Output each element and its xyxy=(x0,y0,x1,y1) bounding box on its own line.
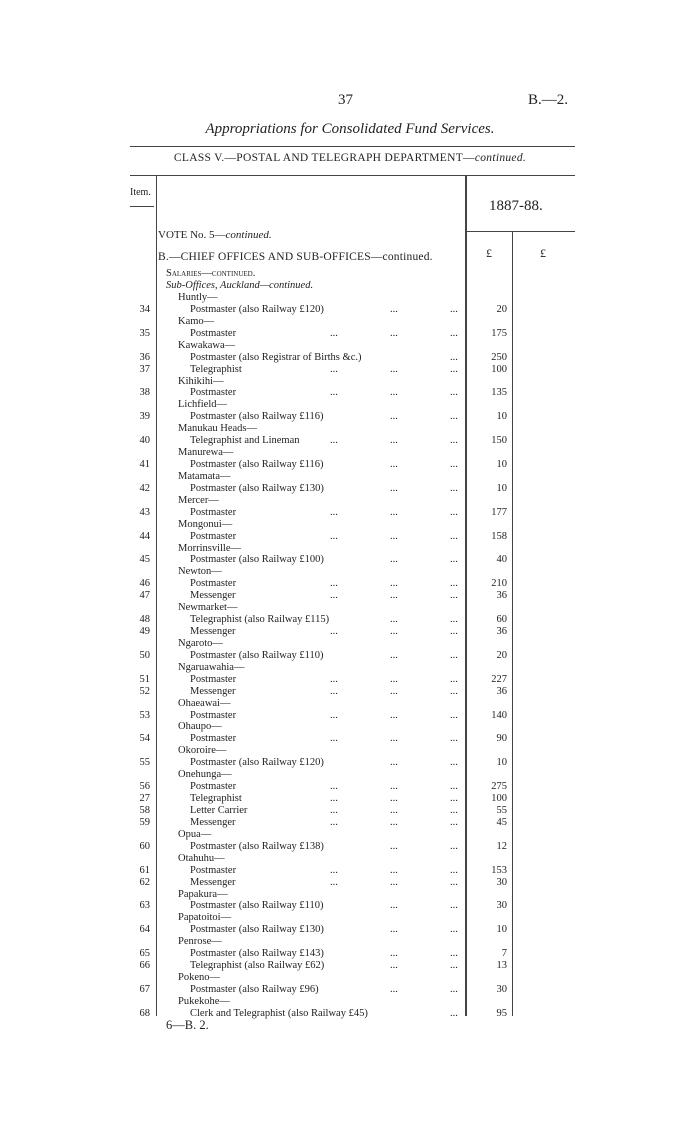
vote-heading xyxy=(158,229,272,241)
amount-value: 30 xyxy=(496,900,507,912)
amount-value: 10 xyxy=(496,757,507,769)
amount-value: 13 xyxy=(496,960,507,972)
office-name: Mongonui— xyxy=(178,518,233,530)
item-number: 36 xyxy=(139,351,150,363)
amount-value: 10 xyxy=(496,482,507,494)
office-name: Manurewa— xyxy=(178,447,234,459)
table-row: 56 Postmaster ... ... ... 275 xyxy=(0,781,700,793)
sub-offices-subheading: Sub-Offices, Auckland—continued. xyxy=(166,280,314,291)
position-description: Messenger xyxy=(190,590,236,602)
amount-value: 100 xyxy=(491,363,507,375)
position-description: Postmaster (also Registrar of Births &c.) xyxy=(190,351,362,363)
table-row: 58 Letter Carrier ... ... ... 55 xyxy=(0,805,700,817)
table-row: 40 Telegraphist and Lineman ... ... ... 150 xyxy=(0,435,700,447)
position-description: Postmaster (also Railway £116) xyxy=(190,411,324,423)
item-number: 34 xyxy=(139,303,150,315)
year-header: 1887-88. xyxy=(489,198,543,214)
position-description: Telegraphist and Lineman xyxy=(190,435,300,447)
table-row: 67 Postmaster (also Railway £96) ... ... 30 xyxy=(0,984,700,996)
amount-value: 20 xyxy=(496,303,507,315)
section-heading: B.—CHIEF OFFICES AND SUB-OFFICES—continued. xyxy=(158,251,433,263)
amount-value: 158 xyxy=(491,530,507,542)
table-row xyxy=(0,495,700,507)
table-row: 66 Telegraphist (also Railway £62) ... ... 13 xyxy=(0,960,700,972)
position-description: Letter Carrier xyxy=(190,804,248,816)
position-description: Messenger xyxy=(190,876,236,888)
office-name: Manukau Heads— xyxy=(178,423,258,435)
position-description: Postmaster xyxy=(190,530,237,542)
table-row: 38 Postmaster ... ... ... 135 xyxy=(0,387,700,399)
item-number: 62 xyxy=(139,876,150,888)
table-row: 47 Messenger ... ... ... 36 xyxy=(0,590,700,602)
table-row: 61 Postmaster ... ... ... 153 xyxy=(0,865,700,877)
table-row xyxy=(0,447,700,459)
table-row xyxy=(0,638,700,650)
table-row: 34 Postmaster (also Railway £120) ... ... 20 xyxy=(0,304,700,316)
vote-suffix: continued. xyxy=(225,229,272,241)
item-number: 49 xyxy=(139,626,150,638)
amount-value: 90 xyxy=(496,733,507,745)
table-row: 44 Postmaster ... ... ... 158 xyxy=(0,531,700,543)
office-name: Lichfield— xyxy=(178,399,227,411)
amount-value: 40 xyxy=(496,554,507,566)
office-name: Opua— xyxy=(178,828,212,840)
amount-value: 95 xyxy=(496,1007,507,1019)
office-name: Mercer— xyxy=(178,494,219,506)
item-number: 54 xyxy=(139,733,150,745)
table-row: 50 Postmaster (also Railway £110) ... ... 20 xyxy=(0,650,700,662)
amount-value: 36 xyxy=(496,685,507,697)
item-number: 59 xyxy=(139,816,150,828)
class-title-text: CLASS V.—POSTAL AND TELEGRAPH DEPARTMENT— xyxy=(173,152,475,164)
table-row: 68 Clerk and Telegraphist (also Railway £45) ... 95 xyxy=(0,1008,700,1020)
position-description: Postmaster xyxy=(190,673,237,685)
amount-value: 153 xyxy=(491,864,507,876)
item-number: 40 xyxy=(139,435,150,447)
table-row xyxy=(0,769,700,781)
page-number: 37 xyxy=(338,92,353,108)
signature-mark: 6—B. 2. xyxy=(166,1018,209,1032)
position-description: Postmaster (also Railway £130) xyxy=(190,924,324,936)
table-row: 51 Postmaster ... ... ... 227 xyxy=(0,674,700,686)
position-description: Telegraphist xyxy=(190,363,242,375)
table-row xyxy=(0,340,700,352)
table-row: 53 Postmaster ... ... ... 140 xyxy=(0,710,700,722)
table-row xyxy=(0,566,700,578)
item-number: 38 xyxy=(139,387,150,399)
table-row xyxy=(0,745,700,757)
table-row xyxy=(0,698,700,710)
position-description: Messenger xyxy=(190,626,236,638)
table-row: 45 Postmaster (also Railway £100) ... ... 40 xyxy=(0,554,700,566)
table-row xyxy=(0,853,700,865)
item-number: 53 xyxy=(139,709,150,721)
table-row xyxy=(0,519,700,531)
item-number: 52 xyxy=(139,685,150,697)
amount-value: 12 xyxy=(496,840,507,852)
position-description: Postmaster xyxy=(190,864,237,876)
table-row xyxy=(0,662,700,674)
amount-value: 175 xyxy=(491,327,507,339)
vote-text: VOTE No. 5— xyxy=(158,229,226,241)
item-number: 42 xyxy=(139,482,150,494)
amount-value: 45 xyxy=(496,816,507,828)
position-description: Telegraphist (also Railway £115) xyxy=(190,614,330,626)
position-description: Postmaster (also Railway £100) xyxy=(190,554,324,566)
office-name: Pokeno— xyxy=(178,972,220,983)
table-row: 46 Postmaster ... ... ... 210 xyxy=(0,578,700,590)
office-name: Penrose— xyxy=(178,936,222,948)
table-row xyxy=(0,936,700,948)
position-description: Postmaster xyxy=(190,733,237,745)
item-number: 60 xyxy=(139,840,150,852)
item-number: 61 xyxy=(139,864,150,876)
table-row xyxy=(0,423,700,435)
table-row: 63 Postmaster (also Railway £110) ... ... 30 xyxy=(0,900,700,912)
table-row: 52 Messenger ... ... ... 36 xyxy=(0,686,700,698)
salaries-subheading: Salaries—continued. xyxy=(166,268,256,279)
rule-top xyxy=(130,146,575,147)
office-name: Kawakawa— xyxy=(178,339,236,351)
office-name: Ohaupo— xyxy=(178,721,222,733)
position-description: Telegraphist xyxy=(190,793,242,805)
item-number: 65 xyxy=(139,948,150,960)
table-row: 59 Messenger ... ... ... 45 xyxy=(0,817,700,829)
amount-value: 275 xyxy=(491,781,507,793)
office-name: Newton— xyxy=(178,566,222,578)
amount-value: 55 xyxy=(496,804,507,816)
table-row xyxy=(0,829,700,841)
table-row xyxy=(0,996,700,1008)
table-row: 49 Messenger ... ... ... 36 xyxy=(0,626,700,638)
table-row: 27 Telegraphist ... ... ... 100 xyxy=(0,793,700,805)
table-row xyxy=(0,471,700,483)
position-description: Postmaster (also Railway £138) xyxy=(190,840,324,852)
position-description: Postmaster xyxy=(190,327,237,339)
position-description: Postmaster xyxy=(190,387,237,399)
rule-year xyxy=(467,231,575,232)
position-description: Telegraphist (also Railway £62) xyxy=(190,960,325,972)
amount-value: 36 xyxy=(496,626,507,638)
position-description: Postmaster xyxy=(190,781,237,793)
class-title xyxy=(0,152,700,164)
table-row xyxy=(0,543,700,555)
office-name: Huntly— xyxy=(178,292,218,303)
table-row: 55 Postmaster (also Railway £120) ... ... 10 xyxy=(0,757,700,769)
position-description: Postmaster xyxy=(190,709,237,721)
item-number: 66 xyxy=(139,960,150,972)
item-number: 47 xyxy=(139,590,150,602)
office-name: Ngaroto— xyxy=(178,637,223,649)
position-description: Postmaster (also Railway £116) xyxy=(190,459,324,471)
position-description: Postmaster (also Railway £143) xyxy=(190,948,324,960)
position-description: Postmaster xyxy=(190,578,237,590)
item-number: 64 xyxy=(139,924,150,936)
table-row: 60 Postmaster (also Railway £138) ... ... 12 xyxy=(0,841,700,853)
table-row: 42 Postmaster (also Railway £130) ... ... 10 xyxy=(0,483,700,495)
amount-value: 135 xyxy=(491,387,507,399)
office-name: Ngaruawahia— xyxy=(178,661,245,673)
table-row: 43 Postmaster ... ... ... 177 xyxy=(0,507,700,519)
item-number: 68 xyxy=(139,1007,150,1019)
office-name: Morrinsville— xyxy=(178,542,241,554)
table-row xyxy=(0,399,700,411)
table-row: 62 Messenger ... ... ... 30 xyxy=(0,877,700,889)
table-row: 36 Postmaster (also Registrar of Births &c.) ... 250 xyxy=(0,352,700,364)
item-number: 55 xyxy=(139,757,150,769)
office-name: Papatoitoi— xyxy=(178,912,232,924)
item-number: 37 xyxy=(139,363,150,375)
table-row xyxy=(0,721,700,733)
table-row xyxy=(0,316,700,328)
office-name: Kihikihi— xyxy=(178,375,224,387)
office-name: Kamo— xyxy=(178,315,215,327)
table-row xyxy=(0,912,700,924)
item-number: 46 xyxy=(139,578,150,590)
item-number: 41 xyxy=(139,459,150,471)
rule-class xyxy=(130,175,575,176)
pound-symbol-col1: £ xyxy=(486,246,492,260)
position-description: Clerk and Telegraphist (also Railway £45) xyxy=(190,1007,368,1019)
amount-value: 36 xyxy=(496,590,507,602)
position-description: Postmaster (also Railway £110) xyxy=(190,649,324,661)
table-row xyxy=(0,972,700,984)
position-description: Postmaster xyxy=(190,506,237,518)
amount-value: 227 xyxy=(491,673,507,685)
amount-value: 20 xyxy=(496,649,507,661)
table-row: 48 Telegraphist (also Railway £115) ... ... 60 xyxy=(0,614,700,626)
office-name: Otahuhu— xyxy=(178,852,225,864)
item-number: 51 xyxy=(139,673,150,685)
rule-item-header xyxy=(130,206,154,207)
office-name: Newmarket— xyxy=(178,602,238,614)
item-number: 39 xyxy=(139,411,150,423)
item-number: 48 xyxy=(139,614,150,626)
position-description: Postmaster (also Railway £130) xyxy=(190,482,324,494)
item-number: 27 xyxy=(139,793,150,805)
table-row: 39 Postmaster (also Railway £116) ... ... 10 xyxy=(0,411,700,423)
amount-value: 30 xyxy=(496,876,507,888)
item-number: 58 xyxy=(139,804,150,816)
item-number: 67 xyxy=(139,983,150,995)
item-number: 43 xyxy=(139,506,150,518)
table-row: 54 Postmaster ... ... ... 90 xyxy=(0,733,700,745)
position-description: Postmaster (also Railway £110) xyxy=(190,900,324,912)
position-description: Messenger xyxy=(190,685,236,697)
table-row xyxy=(0,292,700,304)
item-number: 50 xyxy=(139,649,150,661)
table-row: 37 Telegraphist ... ... ... 100 xyxy=(0,364,700,376)
amount-value: 150 xyxy=(491,435,507,447)
class-title-suffix: continued. xyxy=(474,152,527,164)
pound-symbol-col2: £ xyxy=(540,246,546,260)
office-name: Ohaeawai— xyxy=(178,697,231,709)
table-row: 64 Postmaster (also Railway £130) ... ... 10 xyxy=(0,924,700,936)
page-title: Appropriations for Consolidated Fund Services. xyxy=(205,121,495,137)
office-name: Matamata— xyxy=(178,470,231,482)
item-number: 35 xyxy=(139,327,150,339)
table-row: 35 Postmaster ... ... ... 175 xyxy=(0,328,700,340)
office-name: Okoroire— xyxy=(178,745,227,757)
office-name: Papakura— xyxy=(178,888,228,900)
office-name: Pukekohe— xyxy=(178,995,230,1007)
table-row: 41 Postmaster (also Railway £116) ... ... 10 xyxy=(0,459,700,471)
amount-value: 210 xyxy=(491,578,507,590)
amount-value: 250 xyxy=(491,351,507,363)
position-description: Messenger xyxy=(190,816,236,828)
item-number: 63 xyxy=(139,900,150,912)
amount-value: 10 xyxy=(496,459,507,471)
amount-value: 140 xyxy=(491,709,507,721)
item-number: 44 xyxy=(139,530,150,542)
amount-value: 177 xyxy=(491,506,507,518)
item-number: 45 xyxy=(139,554,150,566)
item-number: 56 xyxy=(139,781,150,793)
position-description: Postmaster (also Railway £120) xyxy=(190,757,324,769)
amount-value: 30 xyxy=(496,983,507,995)
table-row: 65 Postmaster (also Railway £143) ... ... 7 xyxy=(0,948,700,960)
table-row xyxy=(0,889,700,901)
item-column-header: Item. xyxy=(130,187,151,198)
position-description: Postmaster (also Railway £120) xyxy=(190,303,324,315)
amount-value: 10 xyxy=(496,411,507,423)
amount-value: 10 xyxy=(496,924,507,936)
position-description: Postmaster (also Railway £96) xyxy=(190,983,319,995)
office-name: Onehunga— xyxy=(178,769,232,781)
amount-value: 100 xyxy=(491,793,507,805)
table-row xyxy=(0,602,700,614)
document-reference: B.—2. xyxy=(528,92,569,108)
amount-value: 60 xyxy=(496,614,507,626)
amount-value: 7 xyxy=(501,948,507,960)
table-row xyxy=(0,376,700,388)
